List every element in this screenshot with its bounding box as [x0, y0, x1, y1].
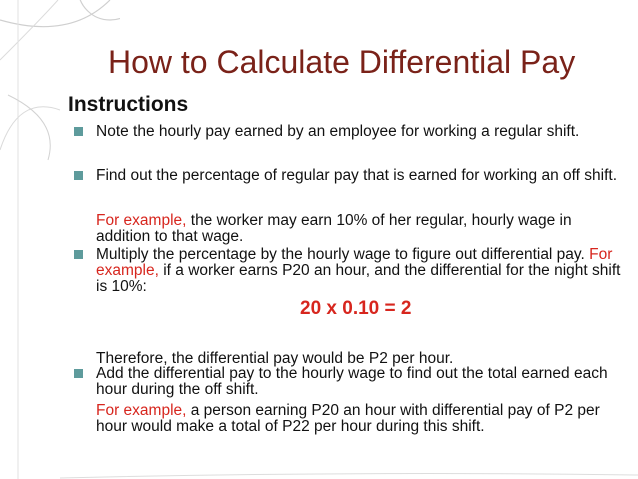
instructions-heading: Instructions	[68, 93, 189, 116]
therefore-text: Therefore, the differential pay would be P2 per hour.	[96, 350, 454, 367]
bullet-1-text: Note the hourly pay earned by an employee for working a regular shift.	[96, 123, 580, 140]
slide-title: How to Calculate Differential Pay	[108, 44, 576, 80]
example-1-text: the worker may earn 10% of her regular, hourly wage in addition to that wage.	[96, 212, 572, 245]
bullet-3-part-a: Multiply the percentage by the hourly wage to figure out differential pay.	[96, 246, 590, 263]
example-2	[96, 403, 628, 435]
bullet-3-part-b: if a worker earns P20 an hour, and the differential for the night shift is 10%:	[96, 262, 621, 295]
bullet-icon	[74, 250, 83, 259]
example-2-prefix: For example,	[96, 402, 187, 419]
equation: 20 x 0.10 = 2	[300, 298, 412, 319]
example-1	[96, 213, 628, 245]
bullet-4-text: Add the differential pay to the hourly wage to find out the total earned each hour during the off shift.	[96, 365, 608, 398]
decorative-footer-line	[60, 469, 638, 479]
example-1-prefix: For example,	[96, 212, 187, 229]
example-2-text: a person earning P20 an hour with differential pay of P2 per hour would make a total of P22 per hour during this shift.	[96, 402, 600, 435]
bullet-2-text: Find out the percentage of regular pay that is earned for working an off shift.	[96, 167, 617, 184]
bullet-icon	[74, 369, 83, 378]
bullet-icon	[74, 171, 83, 180]
bullet-3-prefix: For example,	[96, 246, 613, 279]
bullet-icon	[74, 127, 83, 136]
bullet-3-text	[96, 247, 628, 295]
